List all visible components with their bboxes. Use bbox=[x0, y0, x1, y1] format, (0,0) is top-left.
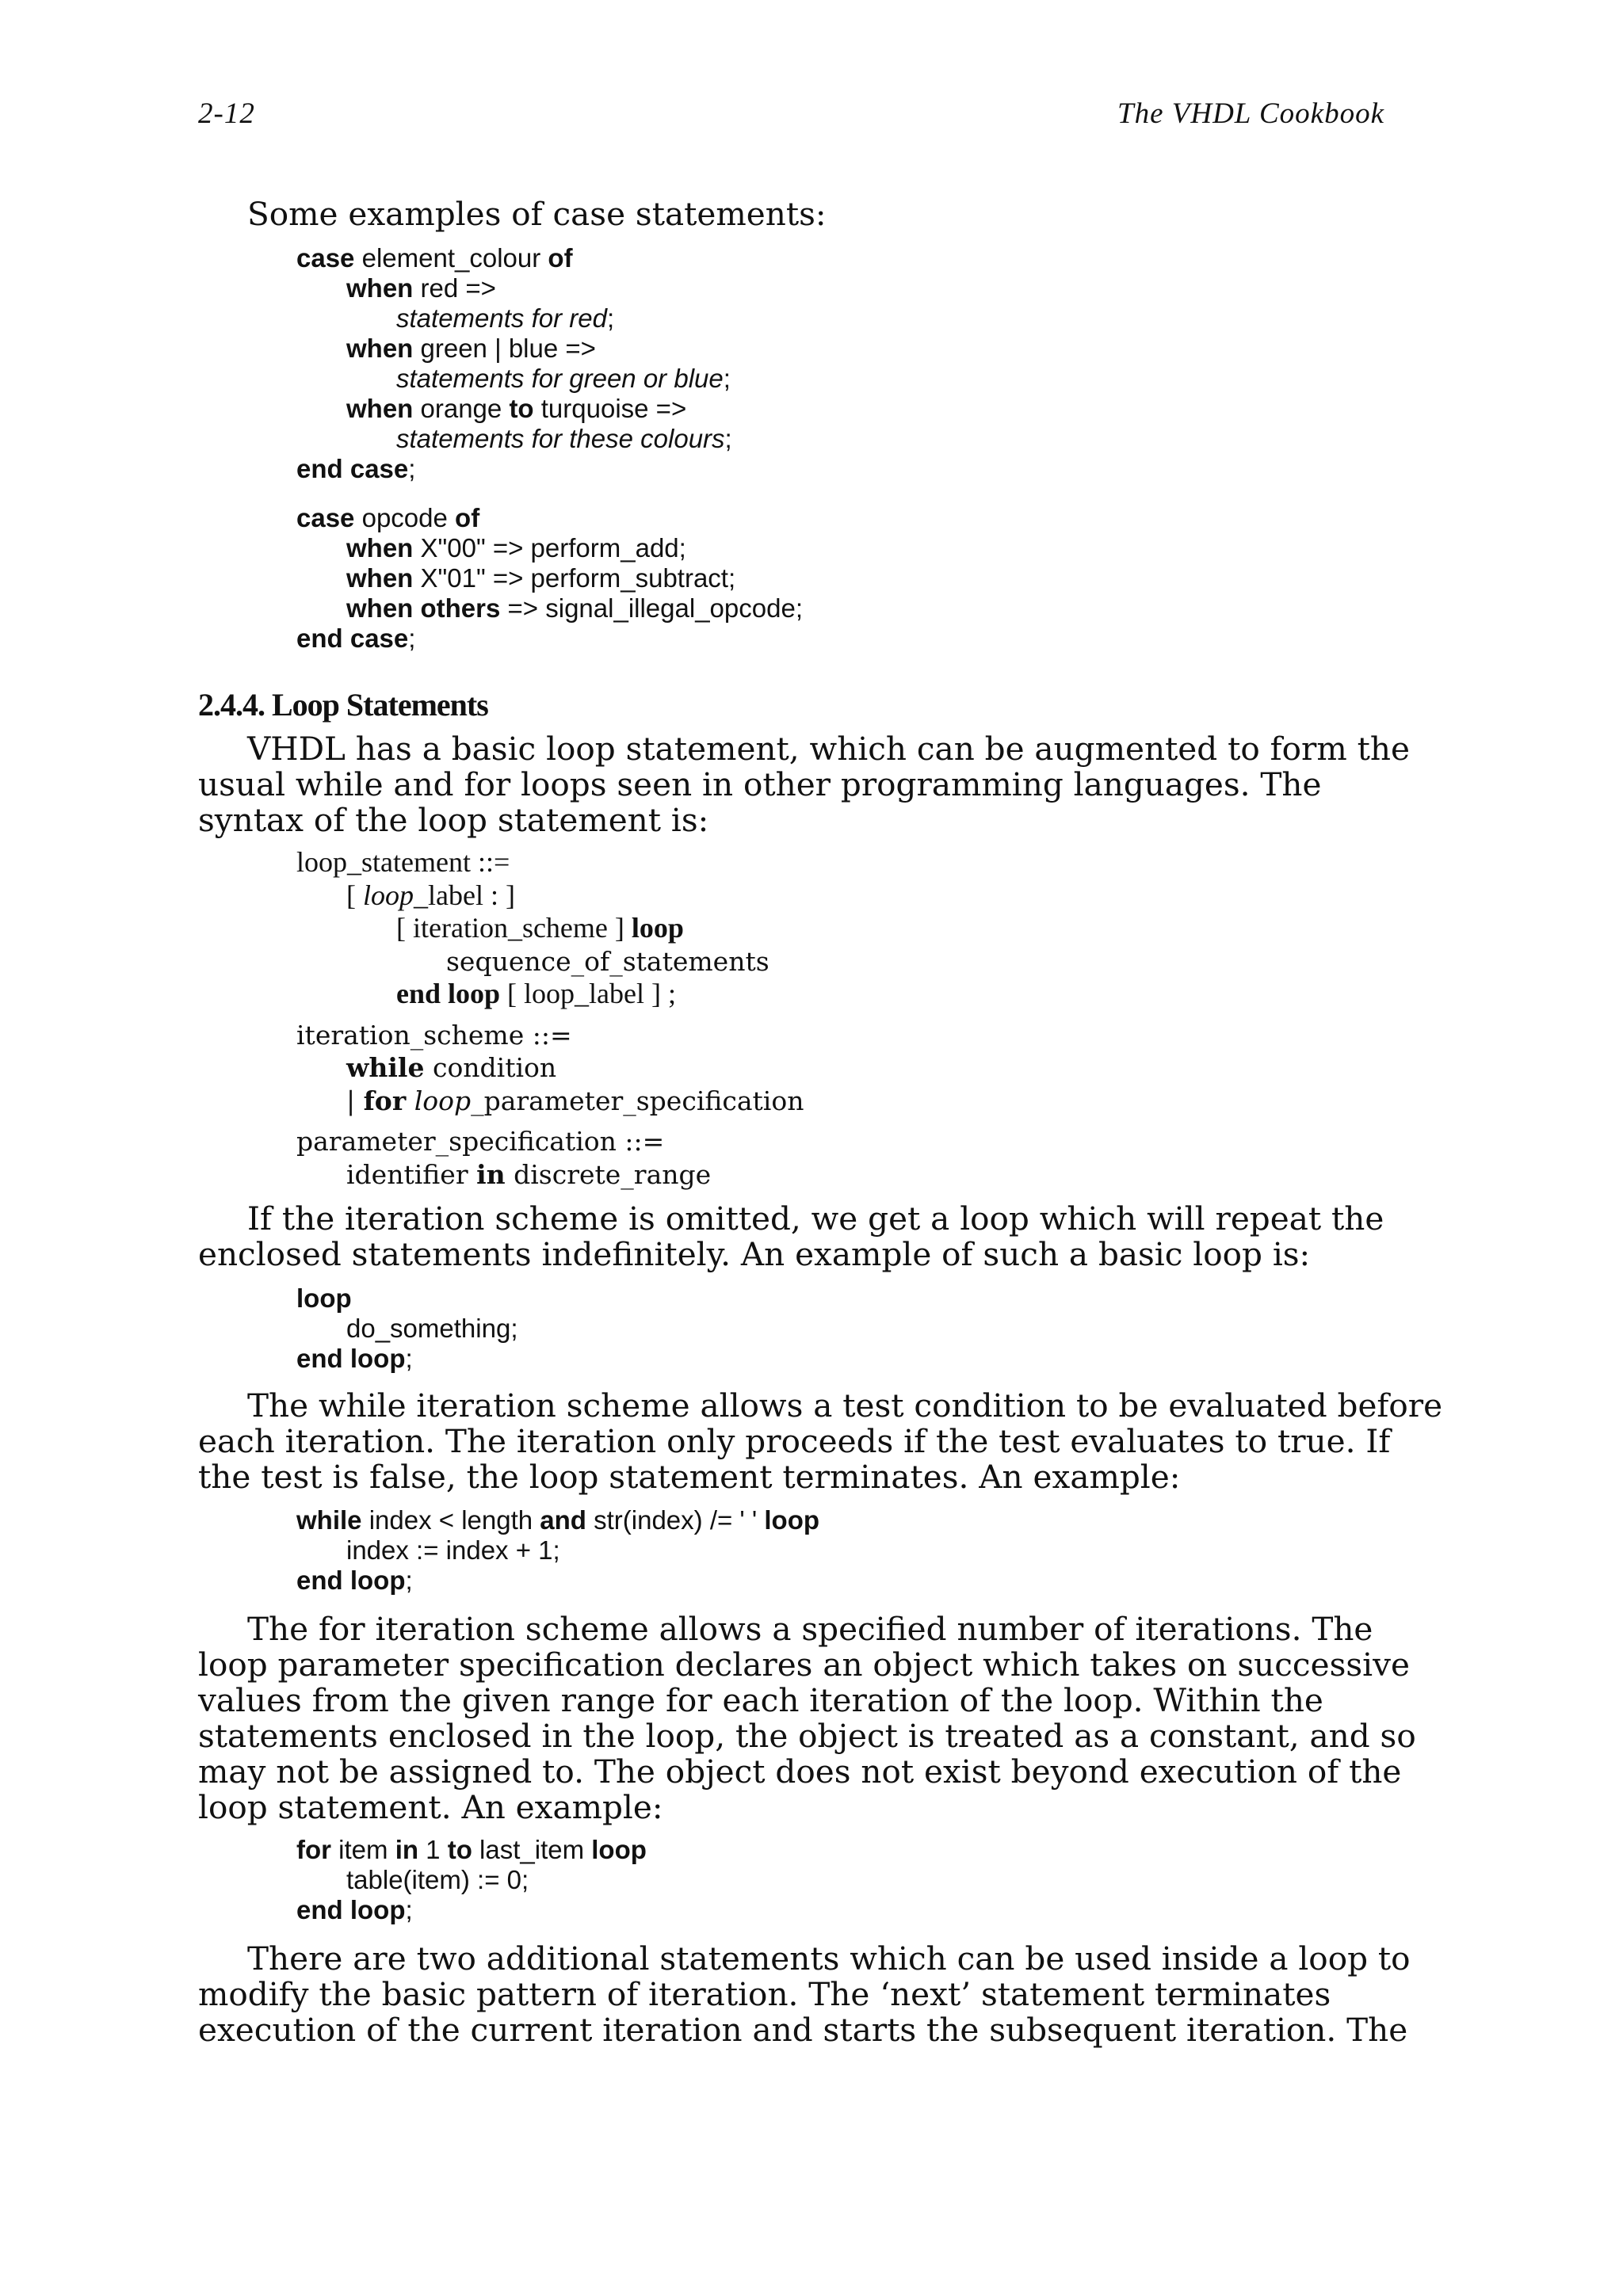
code-line bbox=[296, 424, 732, 454]
keyword: end case bbox=[296, 454, 409, 483]
code-text: ; bbox=[405, 1344, 413, 1373]
paragraph-line: loop statement. An example: bbox=[198, 1788, 663, 1826]
code-line bbox=[296, 593, 803, 624]
code-line bbox=[296, 624, 803, 654]
paragraph-line: usual while and for loops seen in other programming languages. The bbox=[198, 765, 1322, 803]
syntax-text: condition bbox=[424, 1052, 557, 1083]
for-loop-example bbox=[296, 1835, 647, 1925]
keyword: for bbox=[363, 1085, 407, 1116]
syntax-line bbox=[296, 879, 804, 913]
paragraph-line: may not be assigned to. The object does not exist beyond execution of the bbox=[198, 1753, 1402, 1791]
syntax-line bbox=[296, 1158, 804, 1192]
case-example-colour bbox=[296, 243, 732, 484]
keyword: loop bbox=[591, 1835, 647, 1864]
keyword: while bbox=[346, 1052, 425, 1083]
for-loop-paragraph bbox=[198, 1610, 1416, 1826]
code-line bbox=[296, 1566, 819, 1596]
syntax-line: loop_statement ::= bbox=[296, 846, 510, 878]
keyword: case bbox=[296, 243, 355, 273]
keyword: end loop bbox=[296, 1566, 406, 1595]
keyword: end loop bbox=[296, 1895, 406, 1924]
code-line bbox=[296, 394, 732, 424]
syntax-text: _label : ] bbox=[414, 879, 515, 911]
paragraph-line: the test is false, the loop statement terminates. An example: bbox=[198, 1458, 1181, 1496]
code-line bbox=[296, 533, 803, 563]
syntax-text: discrete_range bbox=[505, 1158, 712, 1190]
section-heading: 2.4.4. Loop Statements bbox=[198, 687, 488, 723]
code-text: => signal_illegal_opcode; bbox=[500, 593, 803, 623]
code-line bbox=[296, 1344, 517, 1374]
paragraph-line: The while iteration scheme allows a test condition to be evaluated before bbox=[247, 1386, 1443, 1425]
syntax-italic: loop bbox=[406, 1085, 472, 1116]
while-loop-paragraph bbox=[198, 1386, 1443, 1496]
keyword: while bbox=[296, 1505, 362, 1535]
keyword: when others bbox=[346, 593, 501, 623]
keyword: end loop bbox=[296, 1344, 406, 1373]
code-line bbox=[296, 243, 732, 273]
syntax-italic: loop bbox=[363, 879, 414, 911]
keyword: of bbox=[455, 503, 480, 532]
syntax-text: | bbox=[346, 1085, 364, 1116]
syntax-line bbox=[296, 1051, 804, 1085]
syntax-line bbox=[296, 912, 804, 945]
syntax-line: parameter_specification ::= bbox=[296, 1126, 665, 1157]
code-text: 1 bbox=[418, 1835, 448, 1864]
basic-loop-example bbox=[296, 1283, 517, 1374]
paragraph-line: There are two additional statements which can be used inside a loop to bbox=[247, 1939, 1411, 1978]
loop-syntax-block bbox=[296, 846, 804, 1191]
keyword: loop bbox=[631, 912, 684, 944]
next-exit-paragraph bbox=[198, 1939, 1411, 2049]
code-text: green | blue => bbox=[413, 334, 596, 363]
keyword: for bbox=[296, 1835, 331, 1864]
keyword: loop bbox=[296, 1283, 352, 1313]
code-text: element_colour bbox=[354, 243, 548, 273]
code-line: table(item) := 0; bbox=[346, 1865, 529, 1894]
keyword: case bbox=[296, 503, 355, 532]
code-text: X"00" => perform_add; bbox=[413, 533, 686, 563]
code-text: ; bbox=[405, 1895, 413, 1924]
syntax-line: iteration_scheme ::= bbox=[296, 1019, 572, 1051]
syntax-text: [ bbox=[346, 879, 363, 911]
paragraph-line: loop parameter specification declares an object which takes on successive bbox=[198, 1646, 1410, 1684]
code-text: index < length bbox=[361, 1505, 540, 1535]
paragraph-line: execution of the current iteration and starts the subsequent iteration. The bbox=[198, 2011, 1408, 2049]
syntax-text: [ loop_label ] ; bbox=[500, 978, 676, 1009]
code-line bbox=[296, 454, 732, 484]
code-line bbox=[296, 1283, 517, 1314]
code-text: red => bbox=[413, 273, 496, 303]
keyword: in bbox=[476, 1158, 506, 1190]
code-text: X"01" => perform_subtract; bbox=[413, 563, 736, 593]
code-text: ; bbox=[723, 364, 731, 393]
keyword: when bbox=[346, 334, 414, 363]
code-text: last_item bbox=[472, 1835, 592, 1864]
intro-paragraph bbox=[198, 196, 1371, 232]
keyword: when bbox=[346, 394, 414, 423]
page-number: 2-12 bbox=[198, 97, 255, 130]
code-line bbox=[296, 503, 803, 533]
paragraph-line: enclosed statements indefinitely. An example of such a basic loop is: bbox=[198, 1235, 1311, 1273]
paragraph-line: syntax of the loop statement is: bbox=[198, 801, 709, 839]
paragraph-line: If the iteration scheme is omitted, we get a loop which will repeat the bbox=[247, 1199, 1384, 1238]
paragraph-line: VHDL has a basic loop statement, which can be augmented to form the bbox=[247, 730, 1410, 768]
keyword: when bbox=[346, 533, 414, 563]
syntax-text: identifier bbox=[346, 1158, 477, 1190]
code-text: ; bbox=[405, 1566, 413, 1595]
keyword: end case bbox=[296, 624, 409, 653]
while-loop-example bbox=[296, 1505, 819, 1596]
case-example-opcode bbox=[296, 503, 803, 654]
paragraph-line: each iteration. The iteration only proceeds if the test evaluates to true. If bbox=[198, 1422, 1391, 1460]
code-text: turquoise => bbox=[533, 394, 687, 423]
code-line: do_something; bbox=[346, 1314, 518, 1343]
syntax-line bbox=[296, 1085, 804, 1118]
keyword: when bbox=[346, 273, 414, 303]
loop-intro-paragraph bbox=[198, 730, 1410, 839]
basic-loop-paragraph bbox=[198, 1199, 1384, 1273]
syntax-text: _parameter_specification bbox=[471, 1085, 804, 1116]
code-text: orange bbox=[413, 394, 510, 423]
keyword: of bbox=[548, 243, 573, 273]
code-text: ; bbox=[606, 303, 615, 333]
syntax-text: [ iteration_scheme ] bbox=[396, 912, 632, 944]
syntax-line: sequence_of_statements bbox=[446, 945, 769, 977]
keyword: to bbox=[509, 394, 534, 423]
keyword: when bbox=[346, 563, 414, 593]
code-placeholder: statements for these colours bbox=[396, 424, 725, 453]
paragraph-line: The for iteration scheme allows a specified number of iterations. The bbox=[247, 1610, 1373, 1648]
keyword: and bbox=[540, 1505, 586, 1535]
paragraph-line: statements enclosed in the loop, the object is treated as a constant, and so bbox=[198, 1717, 1416, 1755]
code-line: index := index + 1; bbox=[346, 1535, 560, 1565]
syntax-line bbox=[296, 978, 804, 1011]
code-line bbox=[296, 303, 732, 334]
keyword: end loop bbox=[396, 978, 501, 1009]
code-text: ; bbox=[408, 454, 416, 483]
code-text: item bbox=[331, 1835, 395, 1864]
running-title: The VHDL Cookbook bbox=[1117, 97, 1384, 130]
code-placeholder: statements for green or blue bbox=[396, 364, 724, 393]
code-text: ; bbox=[724, 424, 732, 453]
keyword: to bbox=[447, 1835, 472, 1864]
code-line bbox=[296, 1835, 647, 1865]
code-line bbox=[296, 1895, 647, 1925]
code-placeholder: statements for red bbox=[396, 303, 607, 333]
code-text: str(index) /= ' ' bbox=[586, 1505, 765, 1535]
code-text: ; bbox=[408, 624, 416, 653]
paragraph-line: values from the given range for each iteration of the loop. Within the bbox=[198, 1681, 1323, 1719]
keyword: loop bbox=[764, 1505, 820, 1535]
code-line bbox=[296, 1505, 819, 1535]
keyword: in bbox=[395, 1835, 419, 1864]
code-line bbox=[296, 563, 803, 593]
code-line bbox=[296, 273, 732, 303]
code-text: opcode bbox=[354, 503, 456, 532]
paragraph-line: modify the basic pattern of iteration. The ‘next’ statement terminates bbox=[198, 1975, 1331, 2013]
code-line bbox=[296, 364, 732, 394]
intro-line: Some examples of case statements: bbox=[247, 195, 827, 233]
code-line bbox=[296, 334, 732, 364]
